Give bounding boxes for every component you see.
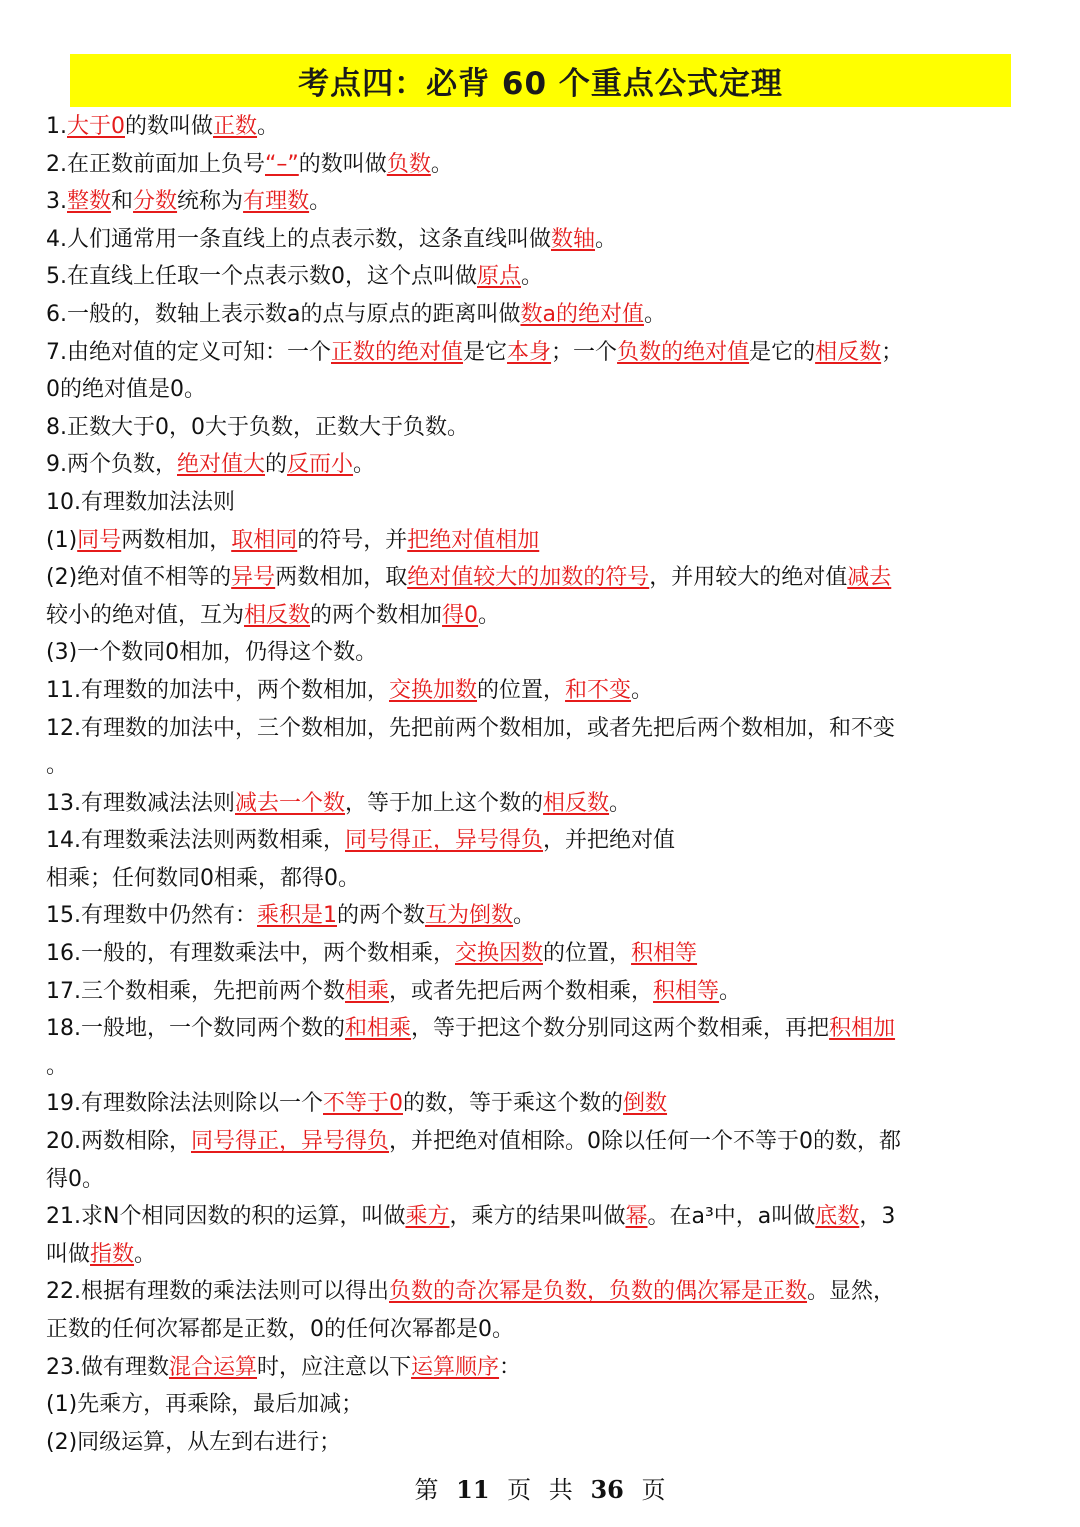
line-text: 15.有理数中仍然有： [46, 903, 257, 929]
highlighted-term: “–” [265, 151, 299, 177]
line-text: ，并把绝对值相除。0除以任何一个不等于0的数，都 [389, 1129, 902, 1155]
line-text: 。 [478, 602, 501, 628]
text-line [46, 672, 1038, 710]
highlighted-term: 积相等 [653, 978, 720, 1004]
line-text: 的位置， [543, 941, 632, 967]
highlighted-term: 正数的绝对值 [331, 339, 464, 365]
text-line [46, 1010, 1038, 1048]
line-text: 叫做 [46, 1241, 91, 1267]
line-text: 21.求N个相同因数的积的运算，叫做 [46, 1204, 406, 1230]
highlighted-term: 互为倒数 [425, 903, 514, 929]
highlighted-term: 相反数 [815, 339, 882, 365]
text-line [46, 785, 1038, 823]
text-line [46, 146, 1038, 184]
title-bar [70, 54, 1011, 107]
text-line [46, 559, 1038, 597]
highlighted-term: 交换因数 [455, 941, 544, 967]
line-text: 两数相加，取 [275, 565, 408, 591]
text-line [46, 1198, 1038, 1236]
line-text: 9.两个负数， [46, 452, 177, 478]
highlighted-term: 本身 [507, 339, 552, 365]
line-text: (1) [46, 527, 78, 553]
text-line [46, 484, 1038, 522]
line-text: 14.有理数乘法法则两数相乘， [46, 828, 345, 854]
line-text: 。 [430, 151, 453, 177]
line-text: ，等于加上这个数的 [345, 790, 544, 816]
text-line [46, 1123, 1038, 1161]
highlighted-term: 把绝对值相加 [407, 527, 540, 553]
highlighted-term: 负数的奇次幂是负数，负数的偶次幂是正数 [389, 1279, 808, 1305]
highlighted-term: 和不变 [565, 677, 632, 703]
content-body [46, 108, 1038, 1461]
line-text: 20.两数相除， [46, 1129, 191, 1155]
line-text: 13.有理数减法法则 [46, 790, 235, 816]
footer-suffix: 页 [641, 1476, 666, 1504]
highlighted-term: 分数 [133, 189, 178, 215]
line-text: (1)先乘方，再乘除，最后加减； [46, 1392, 364, 1418]
text-line [46, 1236, 1038, 1274]
text-line [46, 710, 1038, 748]
highlighted-term: 反而小 [287, 452, 354, 478]
line-text: 4.人们通常用一条直线上的点表示数，这条直线叫做 [46, 226, 551, 252]
highlighted-term: 底数 [815, 1204, 860, 1230]
line-text: 的数叫做 [125, 114, 214, 139]
total-page-count: 36 [590, 1475, 624, 1504]
highlighted-term: 取相同 [231, 527, 298, 553]
line-text: 18.一般地，一个数同两个数的 [46, 1016, 345, 1042]
highlighted-term: 大于0 [67, 114, 125, 139]
highlighted-term: 相乘 [345, 978, 390, 1004]
current-page-number: 11 [456, 1475, 490, 1504]
text-line [46, 334, 1038, 372]
line-text: 。 [46, 753, 69, 779]
line-text: 。 [134, 1241, 157, 1267]
page-footer [0, 1470, 1080, 1505]
line-text: 22.根据有理数的乘法法则可以得出 [46, 1279, 389, 1305]
highlighted-term: 相反数 [244, 602, 311, 628]
highlighted-term: 有理数 [243, 189, 310, 215]
highlighted-term: 积相等 [631, 941, 698, 967]
text-line [46, 860, 1038, 898]
line-text: 。 [257, 114, 280, 139]
line-text: 。显然， [807, 1279, 896, 1305]
line-text: 是它的 [749, 339, 816, 365]
line-text: ； [881, 339, 904, 365]
highlighted-term: 负数的绝对值 [617, 339, 750, 365]
line-text: 的符号，并 [297, 527, 408, 553]
text-line [46, 522, 1038, 560]
line-text: 23.做有理数 [46, 1354, 169, 1380]
highlighted-term: 指数 [90, 1241, 135, 1267]
text-line [46, 446, 1038, 484]
text-line [46, 597, 1038, 635]
line-text: 2.在正数前面加上负号 [46, 151, 265, 177]
text-line [46, 108, 1038, 146]
highlighted-term: 得0 [442, 602, 479, 628]
line-text: 的两个数相加 [310, 602, 443, 628]
text-line [46, 296, 1038, 334]
highlighted-term: 运算顺序 [411, 1354, 500, 1380]
highlighted-term: 整数 [67, 189, 112, 215]
line-text: 5.在直线上任取一个点表示数0，这个点叫做 [46, 264, 477, 290]
text-line [46, 1349, 1038, 1387]
highlighted-term: 相反数 [543, 790, 610, 816]
highlighted-term: 交换加数 [389, 677, 478, 703]
footer-prefix: 第 [414, 1476, 439, 1504]
line-text: 的数叫做 [298, 151, 387, 177]
line-text: 是它 [463, 339, 508, 365]
text-line [46, 371, 1038, 409]
line-text: 11.有理数的加法中，两个数相加， [46, 677, 389, 703]
line-text: 两数相加， [121, 527, 232, 553]
text-line [46, 409, 1038, 447]
text-line [46, 258, 1038, 296]
line-text: 得0。 [46, 1166, 104, 1192]
highlighted-term: 倒数 [623, 1091, 668, 1117]
highlighted-term: 不等于0 [323, 1091, 403, 1117]
line-text: (3)一个数同0相加，仍得这个数。 [46, 640, 378, 666]
line-text: ；一个 [551, 339, 618, 365]
line-text: ，3 [859, 1204, 896, 1230]
line-text: 。 [309, 189, 332, 215]
highlighted-term: 同号得正，异号得负 [345, 828, 544, 854]
text-line [46, 935, 1038, 973]
line-text: 16.一般的，有理数乘法中，两个数相乘， [46, 941, 455, 967]
text-line [46, 1273, 1038, 1311]
highlighted-term: 混合运算 [169, 1354, 258, 1380]
text-line [46, 897, 1038, 935]
highlighted-term: 和相乘 [345, 1016, 412, 1042]
highlighted-term: 绝对值大 [177, 452, 266, 478]
line-text: 。 [643, 301, 666, 327]
line-text: ，等于把这个数分别同这两个数相乘，再把 [411, 1016, 830, 1042]
line-text: (2)同级运算，从左到右进行； [46, 1429, 342, 1455]
highlighted-term: 减去 [847, 565, 892, 591]
line-text: 时，应注意以下 [257, 1354, 412, 1380]
highlighted-term: 数轴 [551, 226, 596, 252]
text-line [46, 1085, 1038, 1123]
line-text: 。 [521, 264, 544, 290]
highlighted-term: 异号 [231, 565, 276, 591]
line-text: 。 [595, 226, 618, 252]
line-text: 和 [111, 189, 134, 215]
highlighted-term: 积相加 [829, 1016, 896, 1042]
text-line [46, 1424, 1038, 1462]
line-text: 7.由绝对值的定义可知：一个 [46, 339, 331, 365]
line-text: 8.正数大于0，0大于负数，正数大于负数。 [46, 414, 469, 440]
line-text: 的 [265, 452, 288, 478]
line-text: (2)绝对值不相等的 [46, 565, 232, 591]
line-text: 3. [46, 189, 67, 215]
line-text: 17.三个数相乘，先把前两个数 [46, 978, 345, 1004]
line-text: 。 [353, 452, 376, 478]
highlighted-term: 绝对值较大的加数的符号 [407, 565, 650, 591]
line-text: 19.有理数除法法则除以一个 [46, 1091, 323, 1117]
line-text: 10.有理数加法法则 [46, 489, 235, 515]
line-text: ，并用较大的绝对值 [649, 565, 848, 591]
text-line [46, 1161, 1038, 1199]
line-text: 6.一般的，数轴上表示数a的点与原点的距离叫做 [46, 301, 521, 327]
line-text: 的位置， [477, 677, 566, 703]
line-text: 1. [46, 114, 67, 139]
line-text: ： [499, 1354, 522, 1380]
line-text: ，并把绝对值 [543, 828, 676, 854]
line-text: 较小的绝对值，互为 [46, 602, 245, 628]
text-line [46, 1048, 1038, 1086]
line-text: ，乘方的结果叫做 [449, 1204, 626, 1230]
highlighted-term: 原点 [477, 264, 522, 290]
highlighted-term: 幂 [625, 1204, 648, 1230]
text-line [46, 183, 1038, 221]
highlighted-term: 负数 [386, 151, 431, 177]
line-text: 。 [609, 790, 632, 816]
text-line [46, 822, 1038, 860]
line-text: 的两个数 [337, 903, 426, 929]
line-text: 统称为 [177, 189, 244, 215]
line-text: 。在a³中，a叫做 [647, 1204, 816, 1230]
line-text: 。 [631, 677, 654, 703]
text-line [46, 634, 1038, 672]
line-text: 。 [513, 903, 536, 929]
highlighted-term: 减去一个数 [235, 790, 346, 816]
line-text: 正数的任何次幂都是正数，0的任何次幂都是0。 [46, 1317, 514, 1342]
highlighted-term: 乘积是1 [257, 903, 337, 929]
line-text: 。 [46, 1053, 69, 1079]
text-line [46, 747, 1038, 785]
text-line [46, 973, 1038, 1011]
line-text: 12.有理数的加法中，三个数相加，先把前两个数相加，或者先把后两个数相加，和不变 [46, 715, 895, 741]
line-text: ，或者先把后两个数相乘， [389, 978, 654, 1004]
line-text: 的数，等于乘这个数的 [403, 1091, 624, 1117]
line-text: 相乘；任何数同0相乘，都得0。 [46, 865, 360, 891]
text-line [46, 1386, 1038, 1424]
page-title: 考点四：必背 60 个重点公式定理 [298, 66, 783, 102]
highlighted-term: 乘方 [405, 1204, 450, 1230]
highlighted-term: 同号得正，异号得负 [191, 1129, 390, 1155]
highlighted-term: 同号 [77, 527, 122, 553]
line-text: 。 [719, 978, 742, 1004]
line-text: 0的绝对值是0。 [46, 377, 206, 403]
highlighted-term: 数a的绝对值 [520, 301, 644, 327]
text-line [46, 221, 1038, 259]
text-line [46, 1311, 1038, 1349]
footer-middle: 页 共 [507, 1476, 573, 1504]
highlighted-term: 正数 [213, 114, 258, 139]
